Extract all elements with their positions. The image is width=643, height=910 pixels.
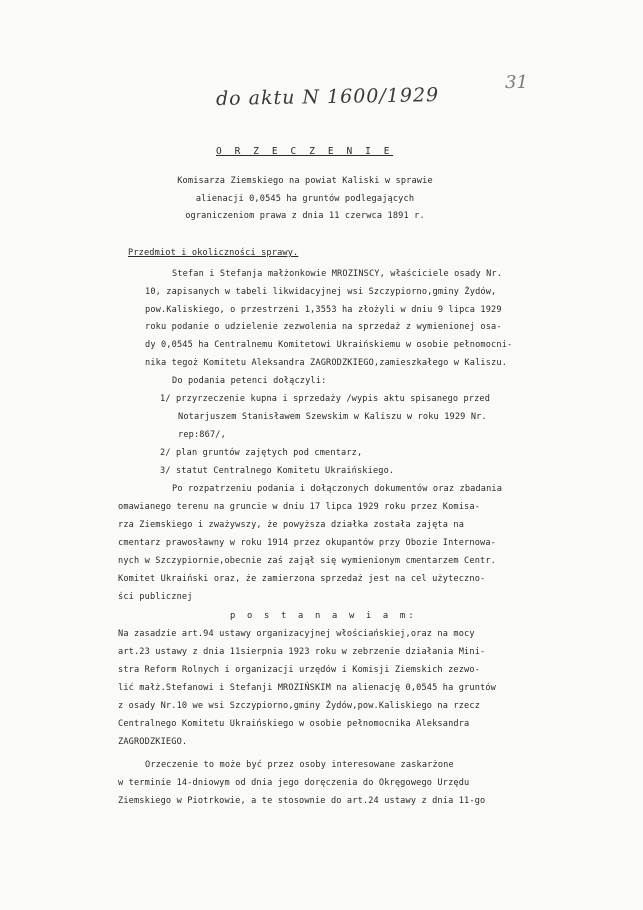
body-line: Po rozpatrzeniu podania i dołączonych dokumentów oraz zbadania — [172, 484, 503, 494]
body-line: nych w Szczypiornie,obecnie zaś zajął się wymienionym cmentarzem Centr. — [118, 556, 496, 566]
body-line: Stefan i Stefanja małżonkowie MROZINSCY, właściciele osady Nr. — [172, 269, 503, 279]
attachment-item: 1/ przyrzeczenie kupna i sprzedaży /wypis aktu spisanego przed — [160, 394, 491, 404]
document-title: O R Z E C Z E N I E — [216, 146, 394, 157]
decision-line: art.23 ustawy z dnia 11sierpnia 1923 roku w zebrzenie działania Mini- — [118, 647, 486, 657]
decision-line: Na zasadzie art.94 ustawy organizacyjnej włościańskiej,oraz na mocy — [118, 629, 475, 639]
body-line: Do podania petenci dołączyli: — [172, 376, 327, 386]
body-line: Komitet Ukraiński oraz, że zamierzona sprzedaż jest na cel użyteczno- — [118, 574, 486, 584]
decision-line: lić małż.Stefanowi i Stefanji MROZIŃSKIM na alienację 0,0545 ha gruntów — [118, 683, 496, 693]
body-line: dy 0,0545 ha Centralnemu Komitetowi Ukraińskiemu w osobie pełnomocni- — [145, 340, 513, 350]
body-line: roku podanie o udzielenie zezwolenia na sprzedaż z wymienionej osa- — [145, 322, 502, 332]
body-line: omawianego terenu na gruncie w dniu 17 lipca 1929 roku przez Komisa- — [118, 502, 481, 512]
body-line: rep:867/, — [178, 430, 226, 440]
body-line: nika tegoż Komitetu Aleksandra ZAGRODZKIEGO,zamieszkałego w Kaliszu. — [145, 358, 508, 368]
decision-line: stra Reform Rolnych i organizacji urzędów i Komisji Ziemskich zezwo- — [118, 665, 481, 675]
section-heading: Przedmiot i okoliczności sprawy. — [128, 248, 299, 258]
subtitle-line: ograniczeniom prawa z dnia 11 czerwca 1891 r. — [185, 211, 425, 221]
body-line: Notarjuszem Stanisławem Szewskim w Kaliszu w roku 1929 Nr. — [178, 412, 487, 422]
appeal-line: Ziemskiego w Piotrkowie, a te stosownie do art.24 ustawy z dnia 11-go — [118, 796, 486, 806]
appeal-line: Orzeczenie to może być przez osoby interesowane zaskarżone — [145, 760, 454, 770]
body-line: 10, zapisanych w tabeli likwidacyjnej wsi Szczypiorno,gminy Żydów, — [145, 287, 497, 297]
decision-line: z osady Nr.10 we wsi Szczypiorno,gminy Żydów,pow.Kaliskiego na rzecz — [118, 701, 481, 711]
decision-line: Centralnego Komitetu Ukraińskiego w osobie pełnomocnika Aleksandra — [118, 719, 470, 729]
decision-line: ZAGRODZKIEGO. — [118, 737, 188, 747]
body-line: ści publicznej — [118, 592, 193, 602]
decree-word: p o s t a n a w i a m: — [230, 611, 417, 621]
body-line: pow.Kaliskiego, o przestrzeni 1,3553 ha złożyli w dniu 9 lipca 1929 — [145, 305, 502, 315]
body-line: rza Ziemskiego i zważywszy, że powyższa działka została zajęta na — [118, 520, 465, 530]
handwritten-file-reference: do aktu N 1600/1929 — [215, 84, 440, 110]
page-number: 31 — [505, 72, 528, 93]
body-line: cmentarz prawosławny w roku 1914 przez okupantów przy Obozie Internowa- — [118, 538, 496, 548]
subtitle-line: alienacji 0,0545 ha gruntów podlegających — [195, 194, 415, 204]
appeal-line: w terminie 14-dniowym od dnia jego doręczenia do Okręgowego Urzędu — [118, 778, 470, 788]
attachment-item: 2/ plan gruntów zajętych pod cmentarz, — [160, 448, 363, 458]
attachment-item: 3/ statut Centralnego Komitetu Ukraińskiego. — [160, 466, 395, 476]
subtitle-line: Komisarza Ziemskiego na powiat Kaliski w sprawie — [177, 176, 433, 186]
